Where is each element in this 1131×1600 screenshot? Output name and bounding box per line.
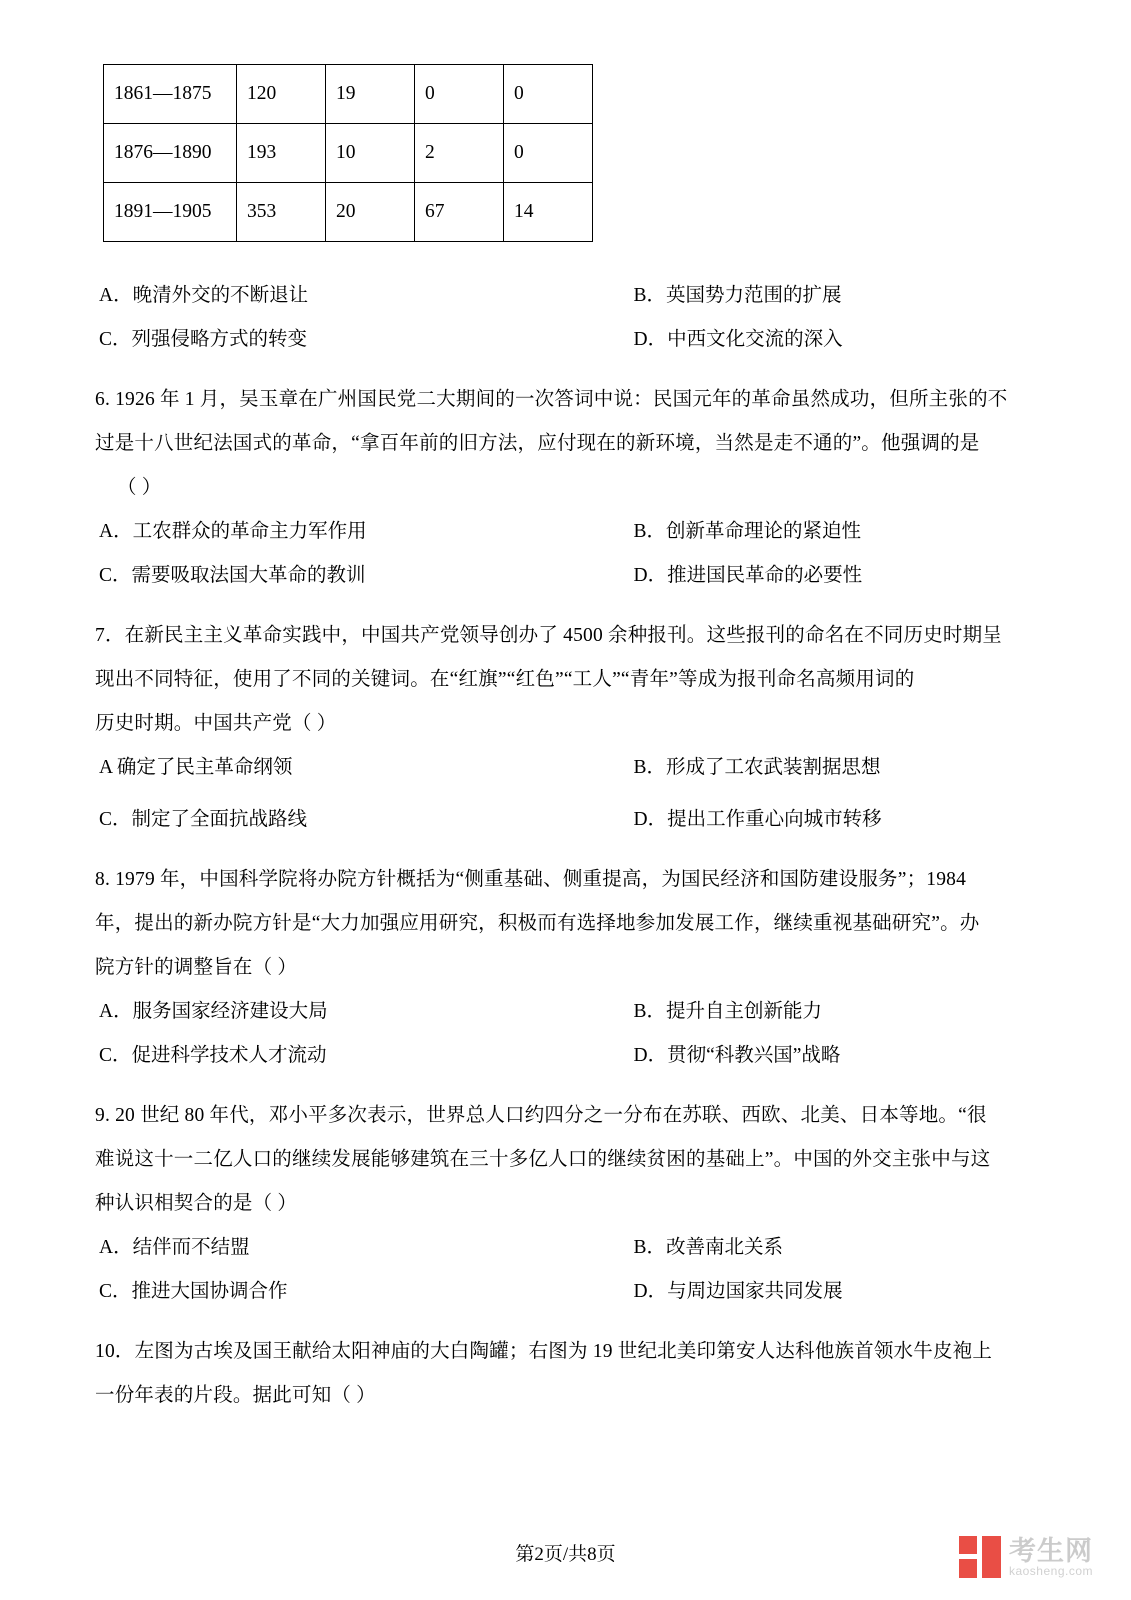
option-d[interactable]: D．提出工作重心向城市转移 bbox=[633, 809, 882, 830]
watermark bbox=[959, 1536, 1093, 1578]
question-9-line-2: 难说这十一二亿人口的继续发展能够建筑在三十多亿人口的继续贫困的基础上”。中国的外交主张中与这 bbox=[95, 1149, 991, 1170]
table-cell: 2 bbox=[415, 124, 504, 183]
table-cell: 1891—1905 bbox=[104, 183, 237, 242]
option-d[interactable]: D．贯彻“科教兴国”战略 bbox=[633, 1045, 841, 1066]
option-d[interactable]: D．推进国民革命的必要性 bbox=[633, 565, 863, 586]
option-a[interactable]: A．工农群众的革命主力军作用 bbox=[99, 521, 367, 542]
watermark-text bbox=[1009, 1537, 1093, 1578]
question-8-line-1: 8. 1979 年，中国科学院将办院方针概括为“侧重基础、侧重提高，为国民经济和国防建设服务”；1984 bbox=[95, 869, 967, 890]
question-5-options bbox=[95, 274, 1036, 362]
question-7-line-3[interactable]: 历史时期。中国共产党（ ） bbox=[95, 713, 337, 734]
option-b[interactable]: B．改善南北关系 bbox=[633, 1237, 784, 1258]
question-7-line-2: 现出不同特征，使用了不同的关键词。在“红旗”“红色”“工人”“青年”等成为报刊命名高频用词的 bbox=[95, 669, 915, 690]
table-row bbox=[104, 65, 593, 124]
watermark-title: 考生网 bbox=[1008, 1535, 1093, 1566]
table-container bbox=[95, 0, 1036, 242]
option-a[interactable]: A．结伴而不结盟 bbox=[99, 1237, 250, 1258]
question-6-line-2: 过是十八世纪法国式的革命，“拿百年前的旧方法，应付现在的新环境，当然是走不通的”。他强调的是 bbox=[95, 433, 980, 454]
question-6-answer-blank[interactable]: （ ） bbox=[117, 477, 162, 498]
question-7-line-1: 7．在新民主主义革命实践中，中国共产党领导创办了 4500 余种报刊。这些报刊的命名在不同历史时期呈 bbox=[95, 625, 1003, 646]
option-row bbox=[95, 990, 1036, 1034]
option-c[interactable]: C．列强侵略方式的转变 bbox=[99, 329, 308, 350]
option-a[interactable]: A．晚清外交的不断退让 bbox=[99, 285, 309, 306]
option-c[interactable]: C．促进科学技术人才流动 bbox=[99, 1045, 327, 1066]
option-c[interactable]: C．需要吸取法国大革命的教训 bbox=[99, 565, 366, 586]
table-cell: 20 bbox=[326, 183, 415, 242]
table-cell: 14 bbox=[504, 183, 593, 242]
question-6 bbox=[95, 378, 1036, 598]
table-cell: 0 bbox=[504, 65, 593, 124]
table-cell: 0 bbox=[415, 65, 504, 124]
question-9 bbox=[95, 1094, 1036, 1314]
option-b[interactable]: B．创新革命理论的紧迫性 bbox=[633, 521, 862, 542]
option-d[interactable]: D．中西文化交流的深入 bbox=[633, 329, 843, 350]
question-10-line-1: 10．左图为古埃及国王献给太阳神庙的大白陶罐；右图为 19 世纪北美印第安人达科他族首领水牛皮袍上 bbox=[95, 1341, 993, 1362]
option-row bbox=[95, 1034, 1036, 1078]
question-7 bbox=[95, 614, 1036, 842]
option-row bbox=[95, 1270, 1036, 1314]
table-row bbox=[104, 124, 593, 183]
table-cell: 67 bbox=[415, 183, 504, 242]
table-cell: 1876—1890 bbox=[104, 124, 237, 183]
option-row bbox=[95, 798, 1036, 842]
kaosheng-logo-icon bbox=[959, 1536, 1001, 1578]
option-b[interactable]: B．形成了工农武装割据思想 bbox=[633, 757, 881, 778]
page-number: 第2页/共8页 bbox=[515, 1544, 616, 1565]
option-a[interactable]: A 确定了民主革命纲领 bbox=[99, 757, 293, 778]
question-10 bbox=[95, 1330, 1036, 1418]
question-9-line-3[interactable]: 种认识相契合的是（ ） bbox=[95, 1193, 298, 1214]
question-8-line-2: 年，提出的新办院方针是“大力加强应用研究，积极而有选择地参加发展工作，继续重视基础研究”。办 bbox=[95, 913, 980, 934]
table-cell: 1861—1875 bbox=[104, 65, 237, 124]
option-a[interactable]: A．服务国家经济建设大局 bbox=[99, 1001, 328, 1022]
option-row bbox=[95, 746, 1036, 790]
table-cell: 120 bbox=[237, 65, 326, 124]
question-8 bbox=[95, 858, 1036, 1078]
watermark-subtitle: kaosheng.com bbox=[1008, 1563, 1093, 1578]
question-10-line-2[interactable]: 一份年表的片段。据此可知（ ） bbox=[95, 1385, 376, 1406]
table-cell: 19 bbox=[326, 65, 415, 124]
option-row bbox=[95, 510, 1036, 554]
table-cell: 353 bbox=[237, 183, 326, 242]
option-c[interactable]: C．制定了全面抗战路线 bbox=[99, 809, 308, 830]
option-row bbox=[95, 554, 1036, 598]
table-cell: 193 bbox=[237, 124, 326, 183]
option-row bbox=[95, 1226, 1036, 1270]
question-8-line-3[interactable]: 院方针的调整旨在（ ） bbox=[95, 957, 298, 978]
option-d[interactable]: D．与周边国家共同发展 bbox=[633, 1281, 843, 1302]
option-b[interactable]: B．提升自主创新能力 bbox=[633, 1001, 823, 1022]
option-row bbox=[95, 318, 1036, 362]
question-9-line-1: 9. 20 世纪 80 年代，邓小平多次表示，世界总人口约四分之一分布在苏联、西欧、北美、日本等地。“很 bbox=[95, 1105, 987, 1126]
option-c[interactable]: C．推进大国协调合作 bbox=[99, 1281, 288, 1302]
table-row bbox=[104, 183, 593, 242]
option-b[interactable]: B．英国势力范围的扩展 bbox=[633, 285, 842, 306]
question-6-line-1: 6. 1926 年 1 月，吴玉章在广州国民党二大期间的一次答词中说：民国元年的革命虽然成功，但所主张的不 bbox=[95, 389, 1008, 410]
option-row bbox=[95, 274, 1036, 318]
table-cell: 10 bbox=[326, 124, 415, 183]
statistics-table bbox=[103, 64, 593, 242]
table-cell: 0 bbox=[504, 124, 593, 183]
